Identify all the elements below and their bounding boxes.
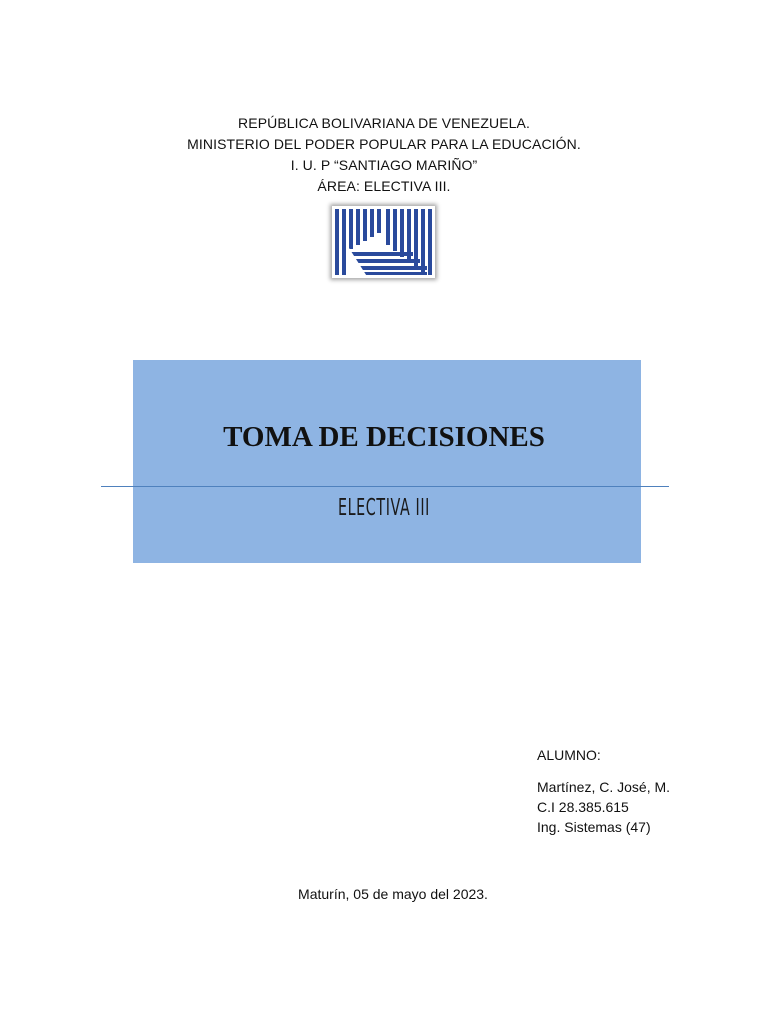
logo-icon [332, 206, 435, 278]
header-line-ministry: MINISTERIO DEL PODER POPULAR PARA LA EDUCACIÓN. [187, 136, 581, 152]
document-subtitle: ELECTIVA III [337, 495, 431, 521]
header-line-area: ÁREA: ELECTIVA III. [317, 178, 451, 194]
student-info [537, 745, 670, 837]
header-line-institute: I. U. P “SANTIAGO MARIÑO” [290, 157, 478, 173]
place-date: Maturín, 05 de mayo del 2023. [298, 886, 488, 902]
student-id: C.I 28.385.615 [537, 799, 629, 815]
student-name: Martínez, C. José, M. [537, 779, 671, 795]
institution-logo [332, 206, 435, 278]
header-line-republic: REPÚBLICA BOLIVARIANA DE VENEZUELA. [238, 115, 530, 131]
institution-header [0, 113, 768, 197]
student-career: Ing. Sistemas (47) [537, 819, 651, 835]
banner-divider [101, 486, 669, 487]
student-label: ALUMNO: [537, 747, 601, 763]
title-banner [133, 360, 641, 563]
document-title: TOMA DE DECISIONES [223, 421, 545, 453]
